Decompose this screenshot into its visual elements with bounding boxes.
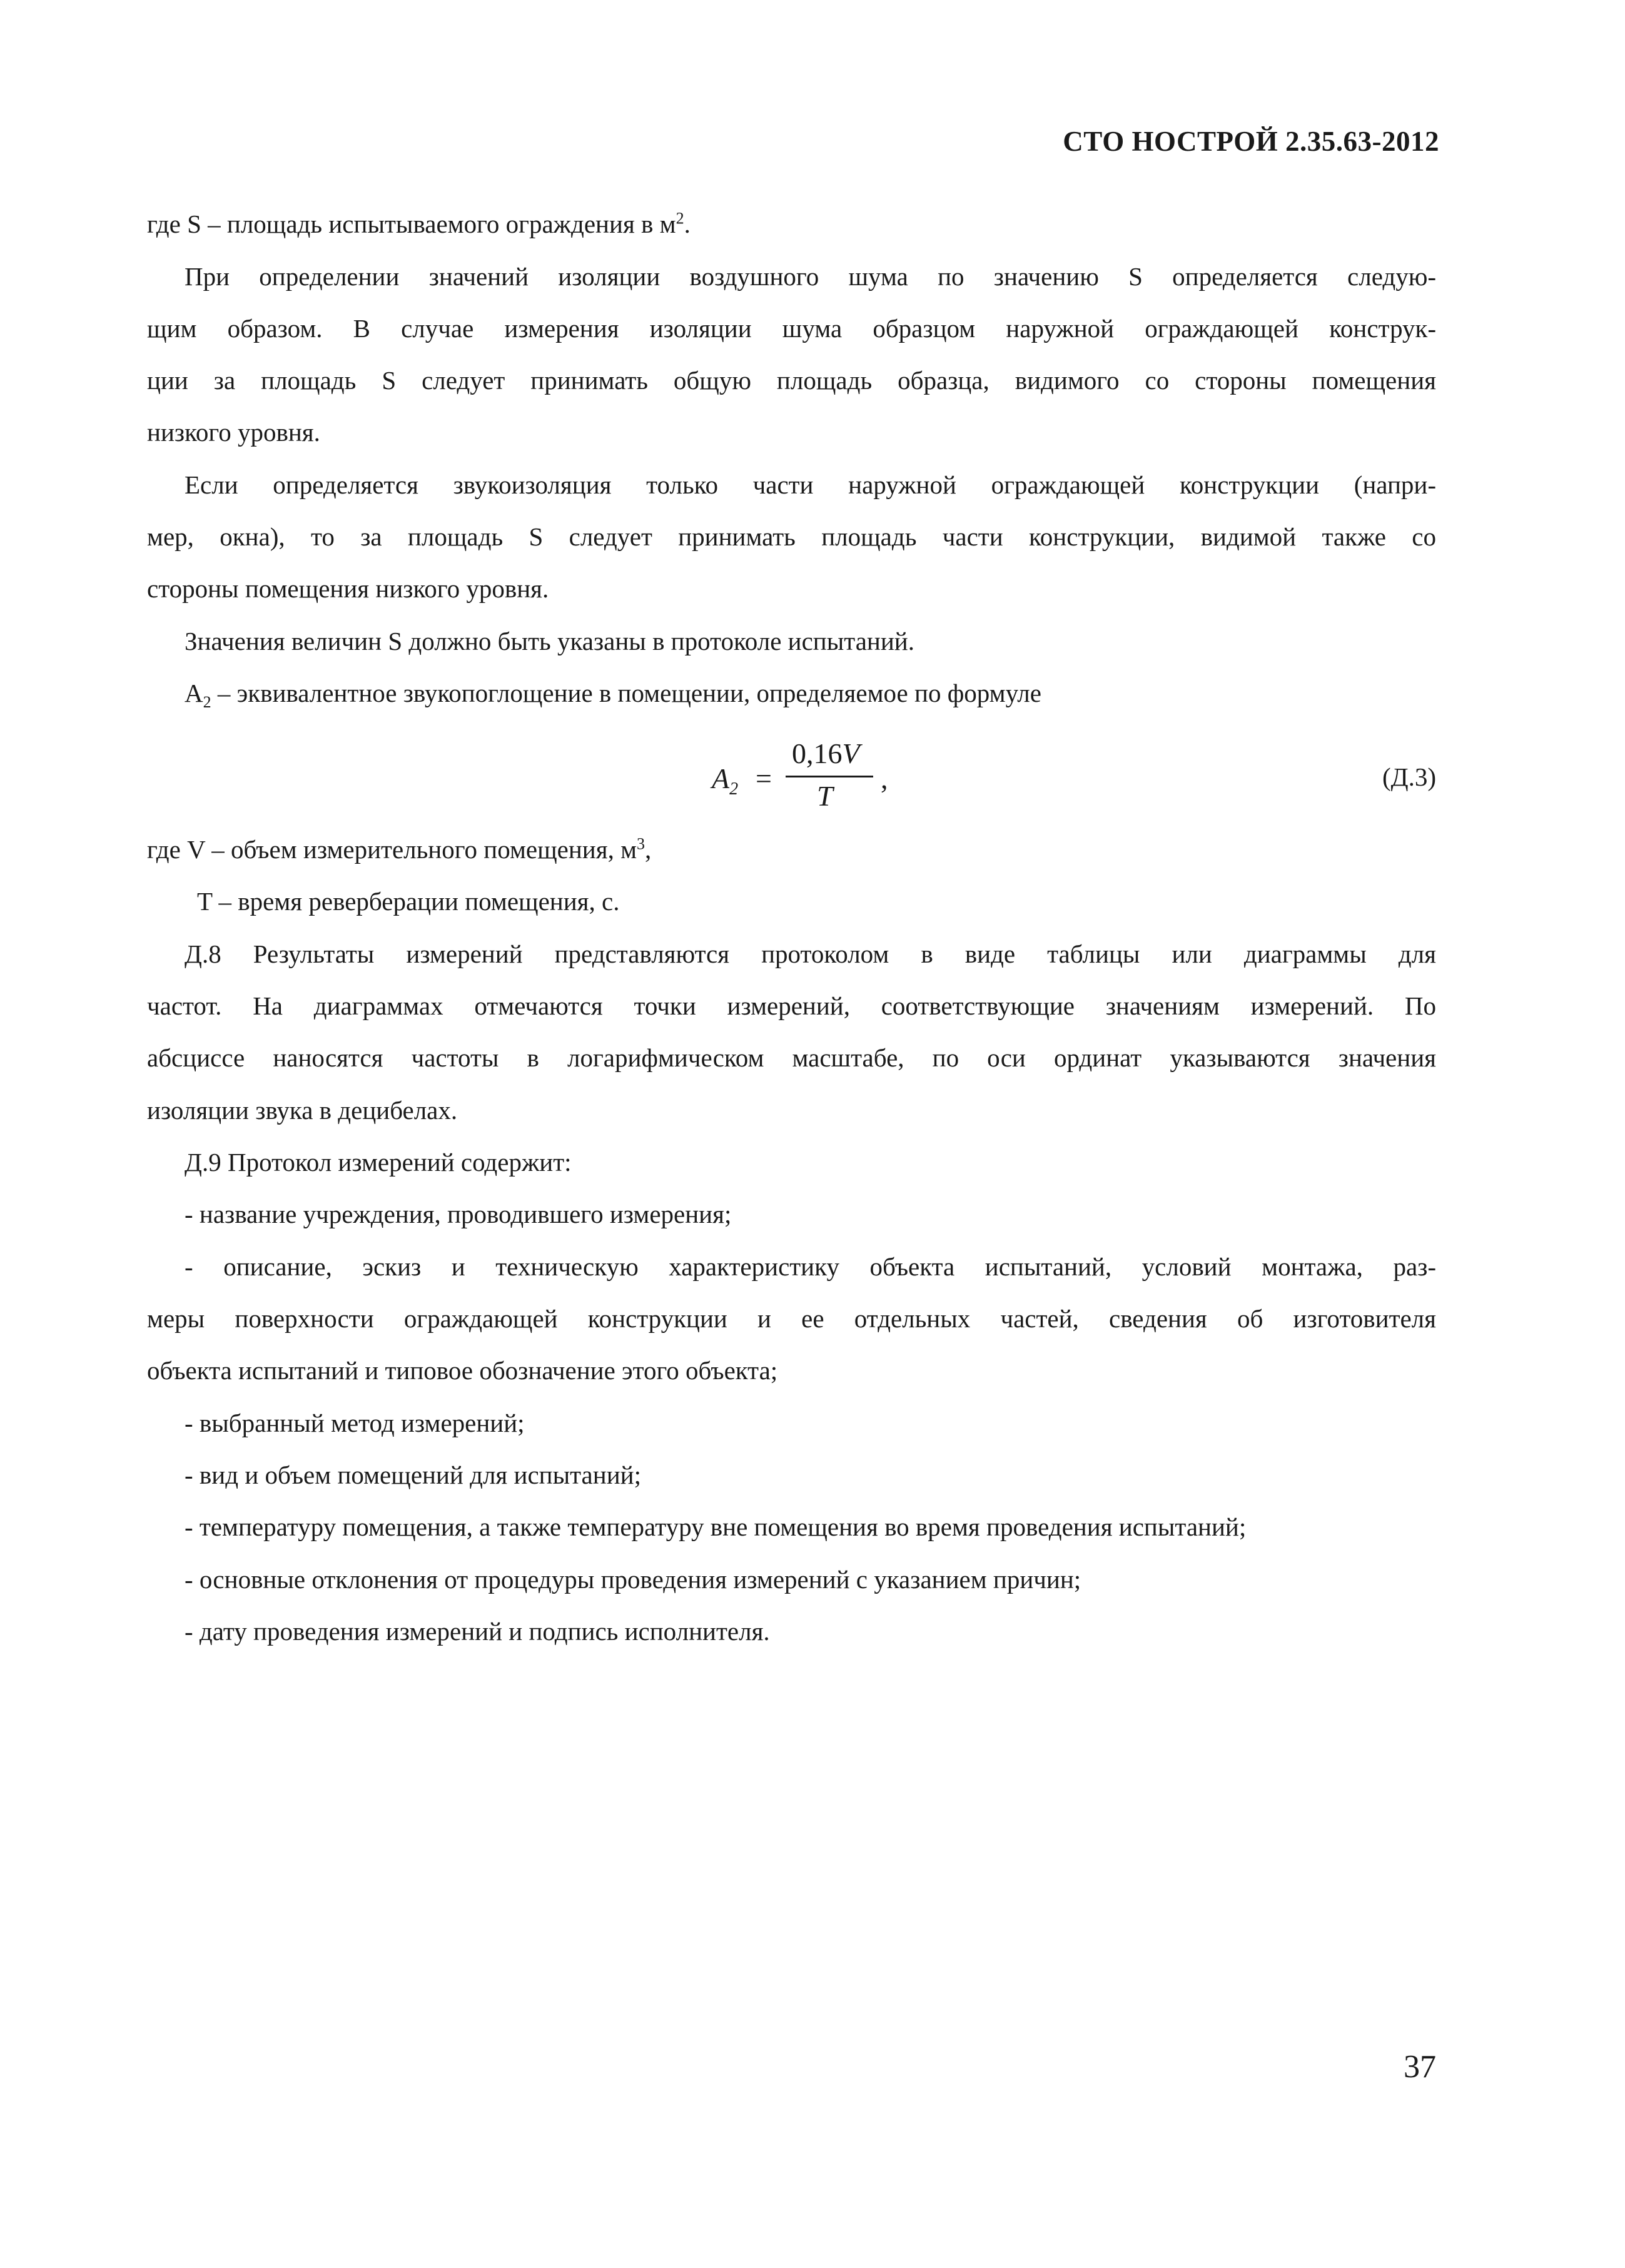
list-item: - основные отклонения от процедуры проведения измерений с указанием причин; [185,1565,1081,1594]
formula-lhs: $A_2$ [712,762,739,799]
text-line: абсциссе наносятся частоты в логарифмическом масштабе, по оси ординат указываются значения [147,1043,1436,1072]
formula-denominator: T [817,780,833,812]
text-line: где V – объем измерительного помещения, $м^3$, [147,834,652,864]
formula-numerator: 0,16V [792,737,860,769]
text-line: стороны помещения низкого уровня. [147,574,549,603]
list-item: - дату проведения измерений и подпись исполнителя. [185,1617,770,1646]
text-line: объекта испытаний и типовое обозначение этого объекта; [147,1356,778,1385]
text-line: Если определяется звукоизоляция только части наружной ограждающей конструкции (напри- [185,470,1436,499]
document-header: СТО НОСТРОЙ 2.35.63-2012 [1063,126,1439,157]
text-line: При определении значений изоляции воздушного шума по значению S определяется следую- [185,262,1436,291]
formula-comma: , [881,762,888,794]
text-line: T – время реверберации помещения, с. [197,887,620,916]
text-line: $A_2$ – эквивалентное звукопоглощение в помещении, определяемое по формуле [185,679,1041,712]
text-line: изоляции звука в децибелах. [147,1096,458,1125]
text-line: Д.8 Результаты измерений представляются протоколом в виде таблицы или диаграммы для [185,939,1436,968]
text-line: Значения величин S должно быть указаны в протоколе испытаний. [185,627,914,656]
list-item: - описание, эскиз и техническую характеристику объекта испытаний, условий монтажа, раз- [185,1252,1436,1281]
text-line: частот. На диаграммах отмечаются точки измерений, соответствующие значениям измерений. По [147,991,1436,1020]
list-item: - название учреждения, проводившего измерения; [185,1200,732,1228]
text-line: мер, окна), то за площадь S следует принимать площадь части конструкции, видимой также со [147,522,1436,551]
formula-d3 [712,737,888,824]
equation-number: (Д.3) [1382,762,1436,791]
fraction-bar [786,776,873,777]
list-item: - температуру помещения, а также температуру вне помещения во время проведения испытаний; [185,1512,1247,1541]
text-line: меры поверхности ограждающей конструкции и ее отдельных частей, сведения об изготовителя [147,1304,1436,1333]
text-line: Д.9 Протокол измерений содержит: [185,1148,572,1177]
text-line: щим образом. В случае измерения изоляции шума образцом наружной ограждающей конструк- [147,314,1436,343]
list-item: - вид и объем помещений для испытаний; [185,1461,641,1489]
list-item: - выбранный метод измерений; [185,1409,525,1437]
page-number: 37 [1404,2049,1436,2085]
text-line: ции за площадь S следует принимать общую площадь образца, видимого со стороны помещения [147,366,1436,395]
text-line: низкого уровня. [147,418,320,447]
text-line: где S – площадь испытываемого ограждения в $м^2$. [147,209,691,238]
formula-equals: = [756,762,772,794]
